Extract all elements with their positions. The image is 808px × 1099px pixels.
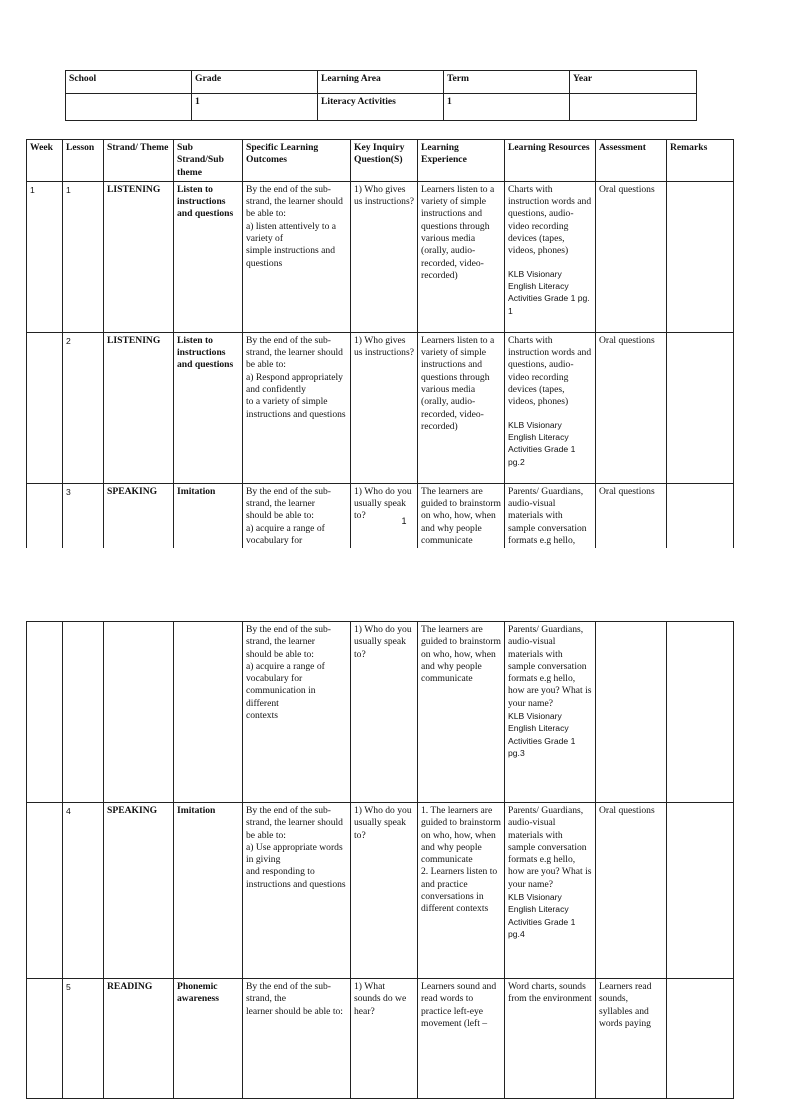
resources-text: Parents/ Guardians, audio-visual materials with sample conversation formats e.g hello, how are you? What is your name? — [508, 624, 592, 709]
assessment-cell: Oral questions — [596, 483, 667, 586]
col-strand: Strand/ Theme — [104, 140, 174, 182]
col-remarks: Remarks — [667, 140, 734, 182]
sub-strand-cell — [174, 622, 243, 803]
resources-text: Charts with instruction words and questions, audio- video recording devices (tapes, videos, phones) — [508, 334, 592, 408]
learning-area-label: Learning Area — [318, 71, 444, 94]
col-inquiry: Key Inquiry Question(S) — [351, 140, 418, 182]
resources-reference: KLB Visionary English Literacy Activities Grade 1 pg.4 — [508, 892, 576, 939]
table-row — [27, 979, 734, 1099]
experience-cell: The learners are guided to brainstorm on who, how, when and why people communicate — [418, 622, 505, 803]
year-label: Year — [570, 71, 697, 94]
table-row — [27, 803, 734, 979]
inquiry-cell: 1) Who gives us instructions? — [351, 332, 418, 483]
table-row — [27, 332, 734, 483]
strand-cell: SPEAKING — [104, 803, 174, 979]
resources-cell — [505, 803, 596, 979]
remarks-cell — [667, 181, 734, 332]
experience-cell: Learners listen to a variety of simple instructions and questions through various media (orally, audio-recorded, video-recorded) — [418, 181, 505, 332]
term-value: 1 — [444, 94, 570, 121]
col-assessment: Assessment — [596, 140, 667, 182]
inquiry-cell: 1) Who do you usually speak to? — [351, 483, 418, 586]
resources-cell — [505, 181, 596, 332]
lesson-cell: 1 — [63, 181, 104, 332]
week-cell — [27, 803, 63, 979]
col-week: Week — [27, 140, 63, 182]
outcomes-cell: By the end of the sub-strand, the learner should be able to: a) listen attentively to a variety of simple instructions and questions — [243, 181, 351, 332]
inquiry-cell: 1) Who do you usually speak to? — [351, 622, 418, 803]
remarks-cell — [667, 332, 734, 483]
assessment-cell: Learners read sounds, syllables and words paying — [596, 979, 667, 1099]
sub-strand-cell: Phonemic awareness — [174, 979, 243, 1099]
table-row-continued — [27, 622, 734, 803]
col-outcomes: Specific Learning Outcomes — [243, 140, 351, 182]
lesson-cell: 4 — [63, 803, 104, 979]
strand-cell: READING — [104, 979, 174, 1099]
assessment-cell — [596, 622, 667, 803]
assessment-cell: Oral questions — [596, 181, 667, 332]
strand-cell: SPEAKING — [104, 483, 174, 586]
week-cell — [27, 979, 63, 1099]
col-lesson: Lesson — [63, 140, 104, 182]
lesson-cell — [63, 622, 104, 803]
outcomes-cell: By the end of the sub-strand, the learner should be able to: a) acquire a range of vocabulary for communication in different contexts — [243, 622, 351, 803]
resources-text: Parents/ Guardians, audio-visual materials with sample conversation formats e.g hello, how are you? What is your name? — [508, 805, 592, 890]
strand-cell: LISTENING — [104, 181, 174, 332]
resources-cell: Parents/ Guardians, audio-visual materials with sample conversation formats e.g hello, — [505, 483, 596, 586]
sub-strand-cell: Imitation — [174, 483, 243, 586]
term-label: Term — [444, 71, 570, 94]
experience-cell: Learners listen to a variety of simple instructions and questions through various media (orally, audio-recorded, video-recorded) — [418, 332, 505, 483]
experience-cell: 1. The learners are guided to brainstorm on who, how, when and why people communicate 2. Learners listen to and practice conversations in different contexts — [418, 803, 505, 979]
table-row — [27, 181, 734, 332]
sub-strand-cell: Listen to instructions and questions — [174, 332, 243, 483]
col-experience: Learning Experience — [418, 140, 505, 182]
learning-area-value: Literacy Activities — [318, 94, 444, 121]
outcomes-cell: By the end of the sub-strand, the learner should be able to: a) Use appropriate words in giving and responding to instructions and questions — [243, 803, 351, 979]
assessment-cell: Oral questions — [596, 332, 667, 483]
week-cell: 1 — [27, 181, 63, 332]
grade-label: Grade — [192, 71, 318, 94]
strand-cell: LISTENING — [104, 332, 174, 483]
resources-cell — [505, 622, 596, 803]
resources-cell — [505, 332, 596, 483]
scheme-of-work-table-continued — [26, 621, 734, 1099]
school-value — [66, 94, 192, 121]
resources-reference: KLB Visionary English Literacy Activities Grade 1 pg.2 — [508, 419, 576, 467]
experience-cell: Learners sound and read words to practice left-eye movement (left – — [418, 979, 505, 1099]
grade-value: 1 — [192, 94, 318, 121]
school-label: School — [66, 71, 192, 94]
col-sub-strand: Sub Strand/Sub theme — [174, 140, 243, 182]
table-header-row — [27, 140, 734, 182]
inquiry-cell: 1) Who do you usually speak to? — [351, 803, 418, 979]
remarks-cell — [667, 979, 734, 1099]
resources-cell: Word charts, sounds from the environment — [505, 979, 596, 1099]
header-info-table — [65, 70, 697, 121]
col-resources: Learning Resources — [505, 140, 596, 182]
inquiry-cell: 1) What sounds do we hear? — [351, 979, 418, 1099]
outcomes-cell: By the end of the sub-strand, the learner should be able to: — [243, 979, 351, 1099]
assessment-cell: Oral questions — [596, 803, 667, 979]
scheme-table-clip-page-2 — [0, 624, 768, 1029]
page-number: 1 — [401, 516, 407, 526]
lesson-cell: 5 — [63, 979, 104, 1099]
remarks-cell — [667, 803, 734, 979]
lesson-cell: 2 — [63, 332, 104, 483]
week-cell — [27, 332, 63, 483]
outcomes-cell: By the end of the sub-strand, the learner should be able to: a) acquire a range of vocabulary for — [243, 483, 351, 586]
remarks-cell — [667, 622, 734, 803]
resources-reference: KLB Visionary English Literacy Activities Grade 1 pg.3 — [508, 711, 576, 758]
inquiry-cell: 1) Who gives us instructions? — [351, 181, 418, 332]
strand-cell — [104, 622, 174, 803]
lesson-cell: 3 — [63, 483, 104, 586]
document-page-1 — [0, 0, 768, 548]
sub-strand-cell: Listen to instructions and questions — [174, 181, 243, 332]
week-cell — [27, 622, 63, 803]
resources-text: Charts with instruction words and questions, audio- video recording devices (tapes, videos, phones) — [508, 183, 592, 257]
scheme-table-clip-page-1 — [0, 139, 768, 547]
outcomes-cell: By the end of the sub-strand, the learner should be able to: a) Respond appropriately and confidently to a variety of simple instructions and questions — [243, 332, 351, 483]
resources-reference: KLB Visionary English Literacy Activities Grade 1 pg. 1 — [508, 268, 590, 316]
year-value — [570, 94, 697, 121]
sub-strand-cell: Imitation — [174, 803, 243, 979]
experience-cell: The learners are guided to brainstorm on who, how, when and why people communicate — [418, 483, 505, 586]
